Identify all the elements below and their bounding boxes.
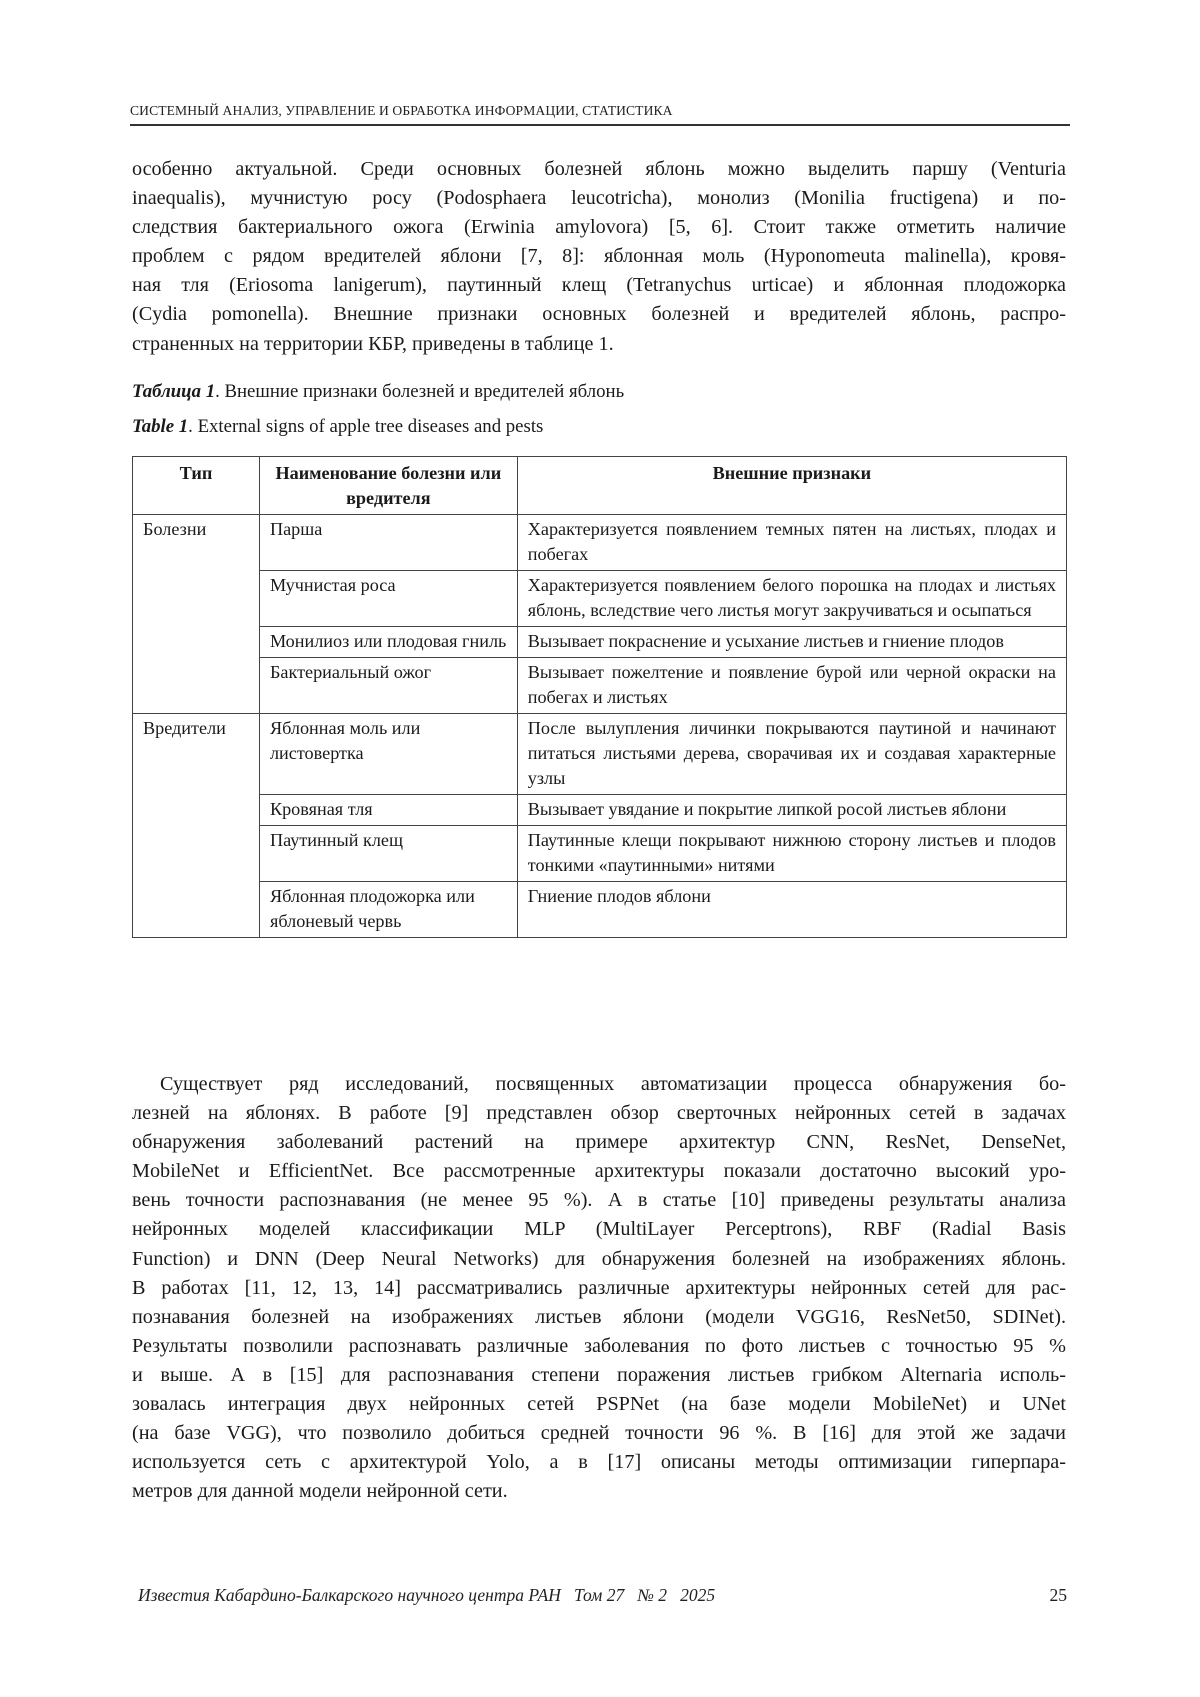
text-line: страненных на территории КБР, приведены в таблице 1.: [132, 332, 614, 355]
cell-signs: Вызывает увядание и покрытие липкой росой листьев яблони: [517, 795, 1066, 826]
table-row: [133, 627, 1067, 658]
cell-name: Монилиоз или плодовая гниль: [259, 627, 517, 658]
cell-type-empty: [133, 826, 260, 882]
table-row: [133, 795, 1067, 826]
table-caption-en: [132, 415, 543, 439]
text-line: Существует ряд исследований, посвященных автоматизации процесса обнаружения бо-: [160, 1073, 1066, 1095]
cell-signs: После вылупления личинки покрываются паутиной и начинают питаться листьями дерева, сворачивая их и создавая характерные узлы: [517, 714, 1066, 795]
cell-type-empty: [133, 795, 260, 826]
text-line: зовалась интеграция двух нейронных сетей PSPNet (на базе модели MobileNet) и UNet: [132, 1393, 1066, 1416]
cell-type-empty: [133, 882, 260, 938]
caption-text: . External signs of apple tree diseases and pests: [188, 416, 544, 437]
text-line: Function) и DNN (Deep Neural Networks) для обнаружения болезней на изображениях яблонь.: [132, 1247, 1066, 1270]
text-line: вень точности распознавания (не менее 95 %). А в статье [10] приведены результаты анализа: [132, 1189, 1066, 1212]
table-row: [133, 515, 1067, 571]
paragraph-1: [132, 155, 1066, 359]
journal-footer: Известия Кабардино-Балкарского научного центра РАН Том 27 № 2 2025: [138, 1585, 716, 1605]
cell-type: Вредители: [133, 714, 260, 795]
cell-type: Болезни: [133, 515, 260, 571]
table-row: [133, 571, 1067, 627]
text-line: inaequalis), мучнистую росу (Podosphaera leucotricha), монолиз (Monilia fructigena) и по-: [132, 187, 1066, 210]
cell-signs: Характеризуется появлением белого порошка на плодах и листьях яблонь, вследствие чего листья могут закручиваться и осыпаться: [517, 571, 1066, 627]
text-line: обнаружения заболеваний растений на примере архитектур CNN, ResNet, DenseNet,: [132, 1131, 1066, 1154]
caption-text: . Внешние признаки болезней и вредителей яблонь: [215, 381, 625, 402]
text-line: ная тля (Eriosoma lanigerum), паутинный клещ (Tetranychus urticae) и яблонная плодожорка: [132, 274, 1066, 297]
text-line: метров для данной модели нейронной сети.: [132, 1480, 508, 1503]
text-line: В работах [11, 12, 13, 14] рассматривались различные архитектуры нейронных сетей для рас-: [132, 1276, 1066, 1299]
page-number: 25: [1049, 1585, 1067, 1605]
text-line: познавания болезней на изображениях листьев яблони (модели VGG16, ResNet50, SDINet).: [132, 1305, 1066, 1328]
text-line: нейронных моделей классификации MLP (MultiLayer Perceptrons), RBF (Radial Basis: [132, 1218, 1066, 1241]
table-diseases-pests: [132, 456, 1067, 938]
table-row: [133, 826, 1067, 882]
table-caption-ru: [132, 380, 624, 404]
paragraph-2: [132, 1070, 1066, 1506]
cell-signs: Гниение плодов яблони: [517, 882, 1066, 938]
cell-type-empty: [133, 627, 260, 658]
header-signs: Внешние признаки: [517, 457, 1066, 515]
header-name: Наименование болезни или вредителя: [259, 457, 517, 515]
cell-signs: Характеризуется появлением темных пятен на листьях, плодах и побегах: [517, 515, 1066, 571]
running-head: СИСТЕМНЫЙ АНАЛИЗ, УПРАВЛЕНИЕ И ОБРАБОТКА ИНФОРМАЦИИ, СТАТИСТИКА: [130, 103, 673, 118]
cell-name: Бактериальный ожог: [259, 658, 517, 714]
table-row: [133, 658, 1067, 714]
cell-name: Яблонная плодожорка или яблоневый червь: [259, 882, 517, 938]
table-row: [133, 714, 1067, 795]
text-line: следствия бактериального ожога (Erwinia amylovora) [5, 6]. Стоит также отметить наличие: [132, 216, 1066, 239]
text-line: MobileNet и EfficientNet. Все рассмотренные архитектуры показали достаточно высокий уро-: [132, 1160, 1066, 1183]
cell-name: Парша: [259, 515, 517, 571]
cell-name: Яблонная моль или листовертка: [259, 714, 517, 795]
table-row: [133, 882, 1067, 938]
text-line: Результаты позволили распознавать различные заболевания по фото листьев с точностью 95 %: [132, 1334, 1066, 1357]
header-type: Тип: [133, 457, 260, 515]
cell-name: Кровяная тля: [259, 795, 517, 826]
cell-name: Паутинный клещ: [259, 826, 517, 882]
caption-label: Table 1: [132, 416, 189, 437]
header-rule: [130, 124, 1070, 126]
text-line: и выше. А в [15] для распознавания степени поражения листьев грибком Alternaria исполь-: [132, 1363, 1066, 1386]
text-line: (на базе VGG), что позволило добиться средней точности 96 %. В [16] для этой же задачи: [132, 1422, 1066, 1445]
cell-signs: Паутинные клещи покрывают нижнюю сторону листьев и плодов тонкими «паутинными» нитями: [517, 826, 1066, 882]
text-line: проблем с рядом вредителей яблони [7, 8]: яблонная моль (Hyponomeuta malinella), кровя-: [132, 245, 1066, 268]
cell-name: Мучнистая роса: [259, 571, 517, 627]
text-line: лезней на яблонях. В работе [9] представлен обзор сверточных нейронных сетей в задачах: [132, 1102, 1066, 1125]
text-line: (Cydia pomonella). Внешние признаки основных болезней и вредителей яблонь, распро-: [132, 303, 1066, 326]
cell-signs: Вызывает покраснение и усыхание листьев и гниение плодов: [517, 627, 1066, 658]
table-header-row: [133, 457, 1067, 515]
text-line: используется сеть с архитектурой Yolo, а в [17] описаны методы оптимизации гиперпара-: [132, 1451, 1066, 1474]
cell-type-empty: [133, 658, 260, 714]
cell-type-empty: [133, 571, 260, 627]
cell-signs: Вызывает пожелтение и появление бурой или черной окраски на побегах и листьях: [517, 658, 1066, 714]
caption-label: Таблица 1: [132, 381, 216, 402]
text-line: особенно актуальной. Среди основных болезней яблонь можно выделить паршу (Venturia: [132, 158, 1066, 180]
